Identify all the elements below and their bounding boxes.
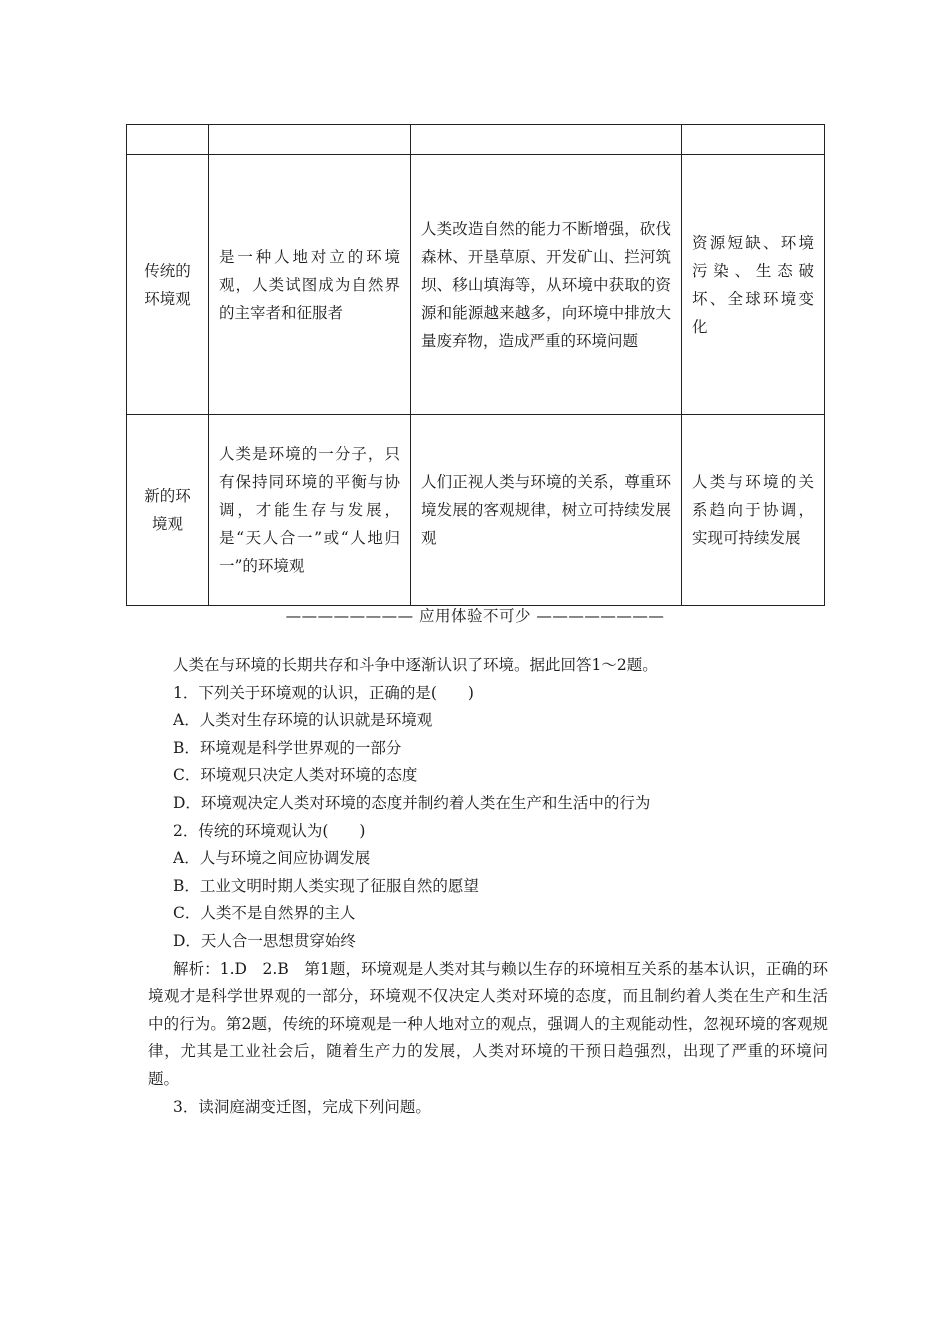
question-2-option-c: C．人类不是自然界的主人 bbox=[173, 904, 356, 923]
question-1-option-c: C．环境观只决定人类对环境的态度 bbox=[173, 766, 418, 785]
question-1-stem: 1．下列关于环境观的认识，正确的是( ) bbox=[173, 683, 474, 702]
header-cell bbox=[127, 125, 209, 155]
question-2-option-a: A．人与环境之间应协调发展 bbox=[173, 849, 371, 868]
question-2-stem: 2．传统的环境观认为( ) bbox=[173, 821, 366, 840]
cell-behavior: 人们正视人类与环境的关系，尊重环境发展的客观规律，树立可持续发展观 bbox=[411, 415, 682, 606]
section-divider: ———————— 应用体验不可少 ———————— bbox=[285, 607, 665, 625]
table-row bbox=[127, 415, 825, 606]
header-cell bbox=[411, 125, 682, 155]
cell-behavior: 人类改造自然的能力不断增强，砍伐森林、开垦草原、开发矿山、拦河筑坝、移山填海等，从环境中获取的资源和能源越来越多，向环境中排放大量废弃物，造成严重的环境问题 bbox=[411, 155, 682, 415]
question-3-stem: 3．读洞庭湖变迁图，完成下列问题。 bbox=[173, 1097, 431, 1116]
question-1-option-b: B．环境观是科学世界观的一部分 bbox=[173, 738, 402, 757]
question-2-option-d: D．天人合一思想贯穿始终 bbox=[173, 931, 356, 950]
row-label-new: 新的环境观 bbox=[127, 415, 209, 606]
row-label-traditional: 传统的环境观 bbox=[127, 155, 209, 415]
intro-text: 人类在与环境的长期共存和斗争中逐渐认识了环境。据此回答1～2题。 bbox=[173, 656, 658, 674]
cell-concept: 人类是环境的一分子，只有保持同环境的平衡与协调，才能生存与发展，是“天人合一”或“人地归一”的环境观 bbox=[209, 415, 411, 606]
question-1-option-a: A．人类对生存环境的认识就是环境观 bbox=[173, 711, 433, 730]
exercise-section bbox=[148, 652, 828, 1121]
cell-concept: 是一种人地对立的环境观，人类试图成为自然界的主宰者和征服者 bbox=[209, 155, 411, 415]
environment-view-table bbox=[126, 124, 825, 606]
cell-result: 人类与环境的关系趋向于协调，实现可持续发展 bbox=[682, 415, 825, 606]
table-row bbox=[127, 155, 825, 415]
header-cell bbox=[209, 125, 411, 155]
header-cell bbox=[682, 125, 825, 155]
question-1-option-d: D．环境观决定人类对环境的态度并制约着人类在生产和生活中的行为 bbox=[173, 793, 651, 812]
question-2-option-b: B．工业文明时期人类实现了征服自然的愿望 bbox=[173, 876, 479, 895]
table-header-row bbox=[127, 125, 825, 155]
cell-result: 资源短缺、环境污染、生态破坏、全球环境变化 bbox=[682, 155, 825, 415]
analysis-text: 解析：1.D 2.B 第1题，环境观是人类对其与赖以生存的环境相互关系的基本认识，正确的环境观才是科学世界观的一部分，环境观不仅决定人类对环境的态度，而且制约着人类在生产和生活中的行为。第2题，传统的环境观是一种人地对立的观点，强调人的主观能动性，忽视环境的客观规律，尤其是工业社会后，随着生产力的发展，人类对环境的干预日趋强烈，出现了严重的环境问题。 bbox=[148, 959, 828, 1088]
